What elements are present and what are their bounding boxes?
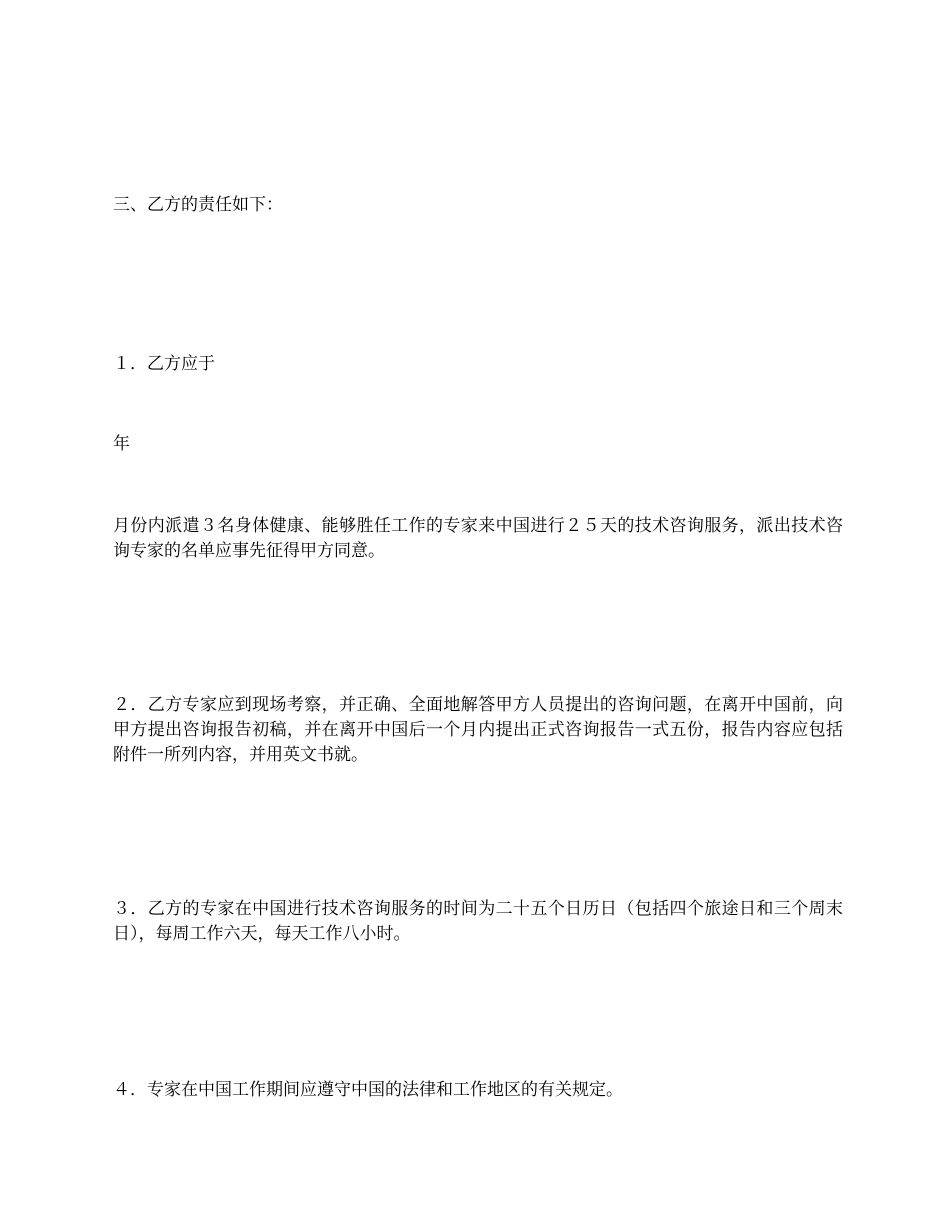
clause-3: ３．乙方的专家在中国进行技术咨询服务的时间为二十五个日历日（包括四个旅途日和三个周末日），每周工作六天，每天工作八小时。: [113, 899, 843, 944]
clause-1-intro: １．乙方应于: [113, 354, 215, 374]
clause-1-year: 年: [113, 434, 130, 454]
clause-1-body: 月份内派遣３名身体健康、能够胜任工作的专家来中国进行２５天的技术咨询服务，派出技术咨询专家的名单应事先征得甲方同意。: [113, 516, 843, 561]
clause-2: ２．乙方专家应到现场考察，并正确、全面地解答甲方人员提出的咨询问题，在离开中国前，向甲方提出咨询报告初稿，并在离开中国后一个月内提出正式咨询报告一式五份，报告内容应包括附件一所列内容，并用英文书就。: [113, 695, 843, 765]
clause-4: ４．专家在中国工作期间应遵守中国的法律和工作地区的有关规定。: [113, 1080, 623, 1100]
section-heading: 三、乙方的责任如下：: [113, 195, 283, 215]
